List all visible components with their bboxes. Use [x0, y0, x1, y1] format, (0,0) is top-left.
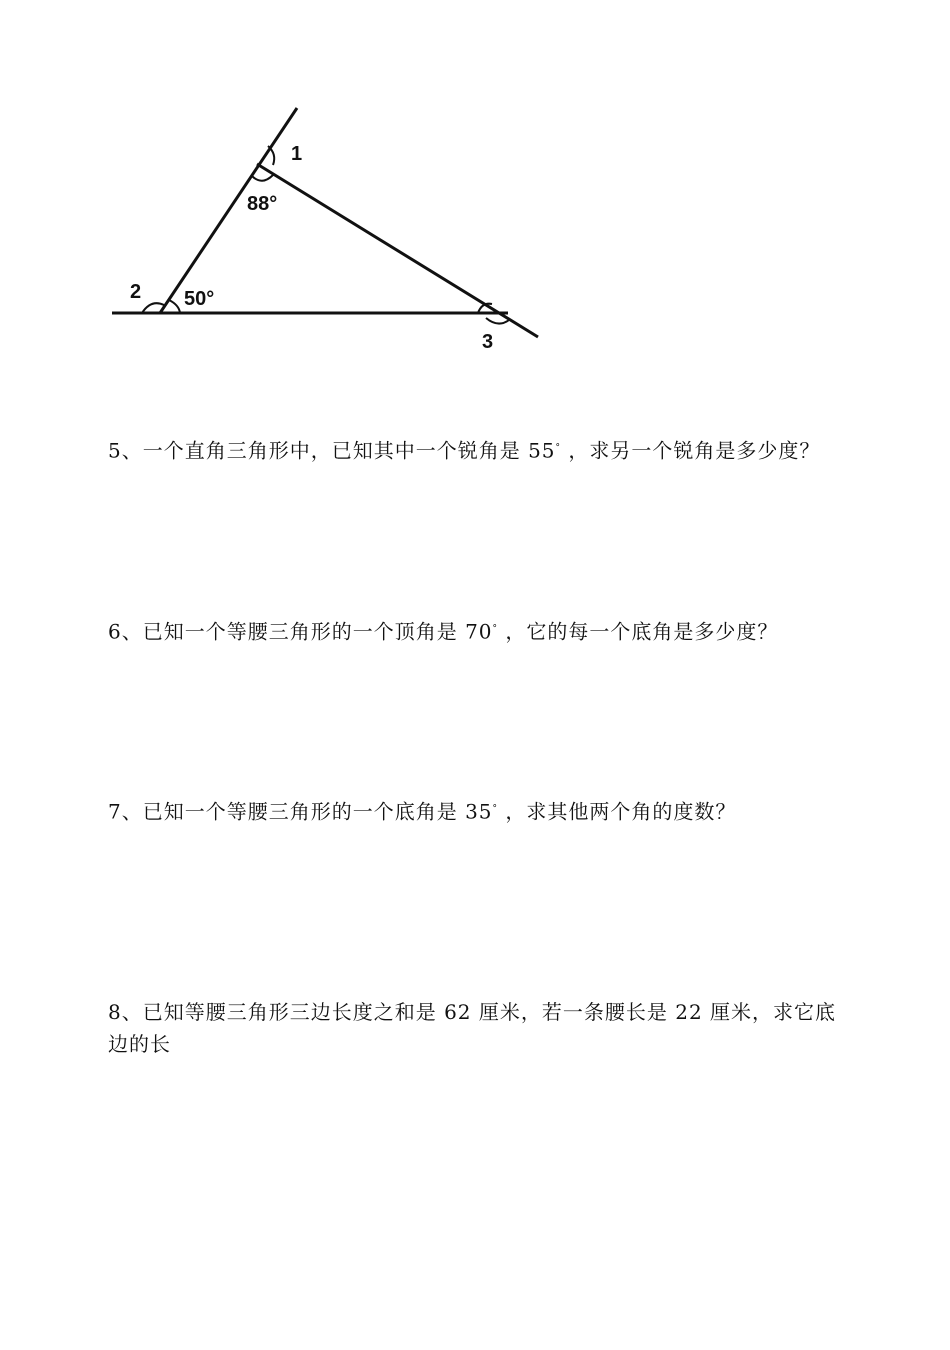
question-8: [108, 996, 848, 1060]
degree-mark: °: [555, 443, 562, 453]
left-inner-arc: [169, 300, 180, 313]
question-6-text: 6、已知一个等腰三角形的一个顶角是 70: [108, 619, 493, 644]
question-5: [108, 432, 848, 467]
question-7: [108, 793, 848, 828]
top-inner-angle-label: 88°: [247, 193, 278, 215]
question-6: [108, 613, 848, 648]
angle3-label: 3: [482, 331, 494, 353]
question-6-text-end: ，它的每一个底角是多少度？: [498, 619, 779, 644]
degree-mark: °: [492, 804, 499, 814]
triangle-figure: [0, 0, 600, 380]
left-inner-angle-label: 50°: [184, 288, 215, 310]
question-5-text: 5、一个直角三角形中，已知其中一个锐角是 55: [108, 438, 556, 463]
angle3-arc: [486, 318, 509, 324]
question-8-text: 8、已知等腰三角形三边长度之和是 62 厘米，若一条腰长是 22 厘米，求它底边的长: [108, 1000, 837, 1056]
angle1-label: 1: [291, 143, 303, 165]
question-5-text-end: ，求另一个锐角是多少度？: [561, 438, 821, 463]
angle2-label: 2: [130, 281, 142, 303]
top-inner-arc: [252, 175, 273, 181]
question-7-text: 7、已知一个等腰三角形的一个底角是 35: [108, 799, 493, 824]
question-7-text-end: ，求其他两个角的度数？: [498, 799, 737, 824]
degree-mark: °: [492, 624, 499, 634]
triangle-side-right: [257, 164, 538, 337]
